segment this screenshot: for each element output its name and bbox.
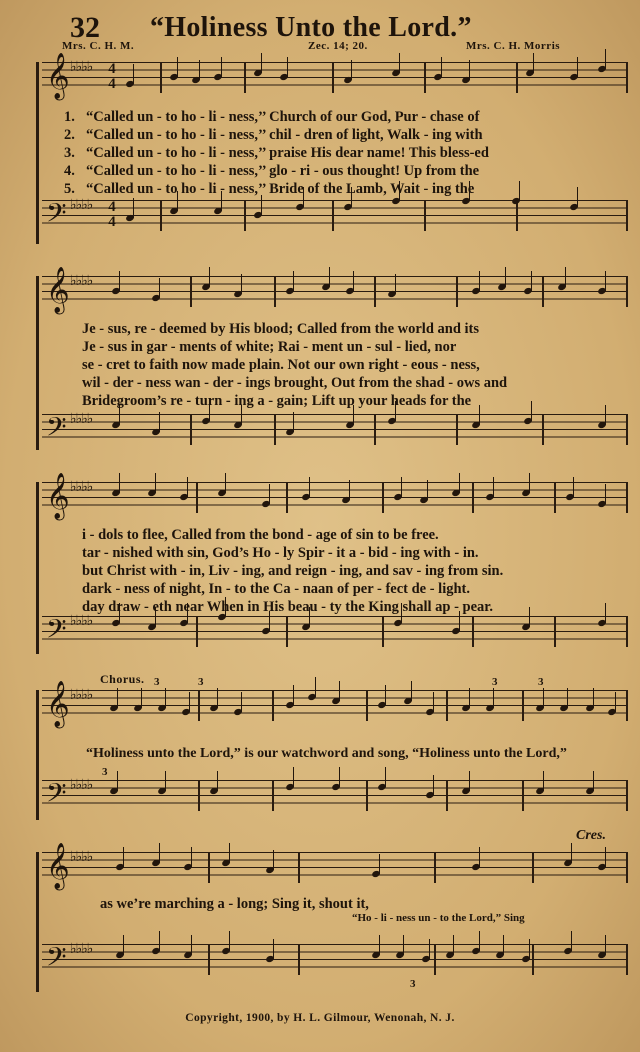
system-3-brace: [36, 482, 39, 654]
bass-clef-icon: 𝄢: [46, 613, 67, 651]
note-stem: [217, 771, 218, 791]
note-stem: [605, 484, 606, 504]
note-stem: [469, 771, 470, 791]
bar-line: [298, 944, 300, 975]
note-stem: [433, 775, 434, 795]
system-5-brace: [36, 852, 39, 992]
system-4-bass-staff: [42, 777, 628, 815]
chorus-bass-lyric: “Ho - li - ness un - to the Lord,” Sing: [352, 912, 525, 924]
bar-line: [272, 780, 274, 811]
note-stem: [573, 477, 574, 497]
key-signature-flats-icon: ♭♭♭♭: [70, 59, 93, 75]
note-stem: [571, 931, 572, 951]
system-1-brace: [36, 62, 39, 244]
bar-line: [198, 690, 200, 721]
bar-line: [542, 276, 544, 307]
note-stem: [199, 60, 200, 80]
note-stem: [593, 771, 594, 791]
system-1-treble-staff: [42, 53, 628, 99]
scripture-reference: Zec. 14; 20.: [308, 40, 368, 52]
bar-line: [626, 690, 628, 721]
copyright-notice: Copyright, 1900, by H. L. Gilmour, Wenonah, N. J.: [185, 1012, 455, 1024]
note-stem: [241, 274, 242, 294]
note-stem: [605, 935, 606, 955]
note-stem: [217, 688, 218, 708]
note-stem: [225, 473, 226, 493]
note-stem: [309, 477, 310, 497]
bar-line: [208, 944, 210, 975]
note-stem: [191, 847, 192, 867]
crescendo-mark: Cres.: [576, 828, 606, 843]
treble-clef-icon: 𝄞: [46, 843, 70, 889]
bar-line: [434, 944, 436, 975]
note-stem: [469, 60, 470, 80]
bass-clef-icon: 𝄢: [46, 411, 67, 449]
bar-line: [456, 276, 458, 307]
note-stem: [133, 198, 134, 218]
bar-line: [274, 414, 276, 445]
bar-line: [244, 200, 246, 231]
bar-line: [382, 482, 384, 513]
bar-line: [626, 276, 628, 307]
note-stem: [493, 477, 494, 497]
bar-line: [424, 62, 426, 93]
bass-clef-icon: 𝄢: [46, 941, 67, 979]
chorus-lyric-line-1: “Holiness unto the Lord,” is our watchword and song, “Holiness unto the Lord,”: [86, 746, 567, 761]
note-stem: [533, 53, 534, 73]
note-stem: [293, 412, 294, 432]
note-stem: [505, 267, 506, 287]
note-stem: [261, 195, 262, 215]
bar-line: [244, 62, 246, 93]
note-stem: [503, 935, 504, 955]
hymn-number: 32: [70, 11, 100, 44]
system-2-brace: [36, 276, 39, 450]
bar-line: [554, 616, 556, 647]
note-stem: [221, 57, 222, 77]
note-stem: [615, 692, 616, 712]
note-stem: [399, 53, 400, 73]
note-stem: [273, 850, 274, 870]
music-credit: Mrs. C. H. Morris: [466, 40, 561, 52]
note-stem: [189, 692, 190, 712]
system-1-bass-staff: [42, 197, 628, 235]
note-stem: [479, 271, 480, 291]
note-stem: [177, 57, 178, 77]
note-stem: [229, 843, 230, 863]
note-stem: [329, 267, 330, 287]
note-stem: [191, 935, 192, 955]
bar-line: [198, 780, 200, 811]
bar-line: [456, 414, 458, 445]
system-5-bass-staff: [42, 941, 628, 979]
note-stem: [401, 477, 402, 497]
bass-clef-icon: 𝄢: [46, 197, 67, 235]
note-stem: [395, 274, 396, 294]
system-2-bass-staff: [42, 411, 628, 449]
triplet-mark: 3: [492, 676, 498, 688]
hymn-header: [0, 10, 640, 54]
note-stem: [261, 53, 262, 73]
verse-line: wil - der - ness wan - der - ings brought, Out from the shad - ows and: [82, 375, 508, 391]
bar-line: [160, 62, 162, 93]
note-stem: [339, 681, 340, 701]
bar-line: [516, 62, 518, 93]
note-stem: [229, 931, 230, 951]
note-stem: [241, 692, 242, 712]
bar-line: [160, 200, 162, 231]
note-stem: [287, 57, 288, 77]
triplet-mark: 3: [102, 766, 108, 778]
bar-line: [298, 852, 300, 883]
system-3-treble-staff: [42, 473, 628, 519]
treble-clef-icon: 𝄞: [46, 267, 70, 313]
bar-line: [532, 852, 534, 883]
bar-line: [522, 780, 524, 811]
note-stem: [577, 57, 578, 77]
bar-line: [286, 616, 288, 647]
note-stem: [351, 60, 352, 80]
note-stem: [531, 271, 532, 291]
bar-line: [626, 482, 628, 513]
note-stem: [427, 480, 428, 500]
note-stem: [605, 271, 606, 291]
note-stem: [529, 939, 530, 959]
note-stem: [123, 847, 124, 867]
bar-line: [196, 482, 198, 513]
verse-line: dark - ness of night, In - to the Ca - naan of per - fect de - light.: [82, 581, 471, 597]
note-stem: [453, 935, 454, 955]
bar-line: [190, 276, 192, 307]
bar-line: [472, 616, 474, 647]
bar-line: [626, 414, 628, 445]
words-credit: Mrs. C. H. M.: [62, 40, 135, 52]
time-signature: 4 4: [108, 61, 116, 92]
note-stem: [493, 688, 494, 708]
bar-line: [626, 616, 628, 647]
note-stem: [403, 935, 404, 955]
chorus-label: Chorus.: [100, 672, 145, 686]
bar-line: [626, 62, 628, 93]
note-stem: [479, 931, 480, 951]
key-signature-flats-icon: ♭♭♭♭: [70, 941, 93, 957]
bar-line: [196, 616, 198, 647]
note-stem: [429, 939, 430, 959]
bar-line: [542, 414, 544, 445]
bar-line: [382, 616, 384, 647]
note-stem: [593, 688, 594, 708]
key-signature-flats-icon: ♭♭♭♭: [70, 687, 93, 703]
bass-clef-icon: 𝄢: [46, 777, 67, 815]
note-stem: [605, 847, 606, 867]
note-stem: [159, 931, 160, 951]
bar-line: [554, 482, 556, 513]
triplet-mark: 3: [154, 676, 160, 688]
key-signature-flats-icon: ♭♭♭♭: [70, 613, 93, 629]
bar-line: [190, 414, 192, 445]
bar-line: [626, 200, 628, 231]
note-stem: [441, 57, 442, 77]
bar-line: [366, 780, 368, 811]
note-stem: [165, 771, 166, 791]
triplet-mark: 3: [538, 676, 544, 688]
note-stem: [339, 767, 340, 787]
bar-line: [332, 200, 334, 231]
key-signature-flats-icon: ♭♭♭♭: [70, 849, 93, 865]
bar-line: [434, 852, 436, 883]
triplet-mark: 3: [410, 978, 416, 990]
note-stem: [165, 688, 166, 708]
system-2-treble-staff: [42, 267, 628, 313]
note-stem: [605, 49, 606, 69]
note-stem: [293, 685, 294, 705]
note-stem: [119, 271, 120, 291]
note-stem: [479, 847, 480, 867]
time-signature: 4 4: [108, 199, 116, 230]
note-stem: [133, 64, 134, 84]
bar-line: [208, 852, 210, 883]
note-stem: [315, 677, 316, 697]
note-stem: [565, 267, 566, 287]
note-stem: [459, 473, 460, 493]
note-stem: [293, 271, 294, 291]
bar-line: [626, 852, 628, 883]
note-stem: [379, 935, 380, 955]
bar-line: [446, 780, 448, 811]
note-stem: [385, 767, 386, 787]
note-stem: [159, 843, 160, 863]
verse-line: 3. “Called un - to ho - li - ness,’’ praise His dear name! This bless-ed: [64, 145, 489, 161]
key-signature-flats-icon: ♭♭♭♭: [70, 479, 93, 495]
bar-line: [332, 62, 334, 93]
key-signature-flats-icon: ♭♭♭♭: [70, 273, 93, 289]
verse-line: but Christ with - in, Liv - ing, and reign - ing, and sav - ing from sin.: [82, 563, 504, 579]
verse-line: Je - sus, re - deemed by His blood; Called from the world and its: [82, 321, 480, 337]
note-stem: [117, 771, 118, 791]
note-stem: [155, 473, 156, 493]
bar-line: [446, 690, 448, 721]
verse-line: 2. “Called un - to ho - li - ness,’’ chil - dren of light, Walk - ing with: [64, 127, 483, 143]
note-stem: [273, 939, 274, 959]
bar-line: [472, 482, 474, 513]
note-stem: [141, 688, 142, 708]
system-4-brace: [36, 690, 39, 820]
bar-line: [366, 690, 368, 721]
bar-line: [274, 276, 276, 307]
treble-clef-icon: 𝄞: [46, 681, 70, 727]
system-5-treble-staff: [42, 843, 628, 889]
note-stem: [411, 681, 412, 701]
verse-line: 5. “Called un - to ho - li - ness,’’ Bride of the Lamb, Wait - ing the: [64, 181, 475, 197]
bar-line: [272, 690, 274, 721]
note-stem: [123, 935, 124, 955]
key-signature-flats-icon: ♭♭♭♭: [70, 411, 93, 427]
verse-line: i - dols to flee, Called from the bond - age of sin to be free.: [82, 527, 439, 543]
note-stem: [567, 688, 568, 708]
verse-line: 4. “Called un - to ho - li - ness,’’ glo - ri - ous thought! Up from the: [64, 163, 480, 179]
note-stem: [379, 854, 380, 874]
treble-clef-icon: 𝄞: [46, 473, 70, 519]
note-stem: [269, 484, 270, 504]
note-stem: [543, 771, 544, 791]
note-stem: [349, 480, 350, 500]
note-stem: [571, 843, 572, 863]
bar-line: [532, 944, 534, 975]
note-stem: [529, 473, 530, 493]
note-stem: [385, 685, 386, 705]
verse-line: 1. “Called un - to ho - li - ness,’’ Church of our God, Pur - chase of: [64, 109, 480, 125]
note-stem: [543, 688, 544, 708]
bar-line: [626, 944, 628, 975]
bar-line: [374, 414, 376, 445]
verse-line: day draw - eth near When in His beau - ty the King shall ap - pear.: [82, 599, 494, 615]
note-stem: [119, 473, 120, 493]
key-signature-flats-icon: ♭♭♭♭: [70, 777, 93, 793]
bar-line: [424, 200, 426, 231]
treble-clef-icon: 𝄞: [46, 53, 70, 99]
bar-line: [516, 200, 518, 231]
note-stem: [469, 688, 470, 708]
chorus-lyric-line-2: as we’re marching a - long; Sing it, shout it,: [100, 896, 369, 912]
triplet-mark: 3: [198, 676, 204, 688]
verse-line: Bridegroom’s re - turn - ing a - gain; Lift up your heads for the: [82, 393, 472, 409]
verse-line: Je - sus in gar - ments of white; Rai - ment un - sul - lied, nor: [82, 339, 457, 355]
note-stem: [117, 688, 118, 708]
bar-line: [374, 276, 376, 307]
system-4-treble-staff: [42, 681, 628, 727]
bar-line: [286, 482, 288, 513]
bar-line: [522, 690, 524, 721]
hymn-title: “Holiness Unto the Lord.”: [150, 12, 472, 43]
system-3-bass-staff: [42, 613, 628, 651]
note-stem: [353, 271, 354, 291]
verse-line: se - cret to faith now made plain. Not our own right - eous - ness,: [82, 357, 480, 373]
note-stem: [159, 412, 160, 432]
verse-line: tar - nished with sin, God’s Ho - ly Spir - it a - bid - ing with - in.: [82, 545, 479, 561]
note-stem: [187, 477, 188, 497]
note-stem: [433, 692, 434, 712]
note-stem: [293, 767, 294, 787]
note-stem: [209, 267, 210, 287]
note-stem: [159, 278, 160, 298]
key-signature-flats-icon: ♭♭♭♭: [70, 197, 93, 213]
bar-line: [626, 780, 628, 811]
